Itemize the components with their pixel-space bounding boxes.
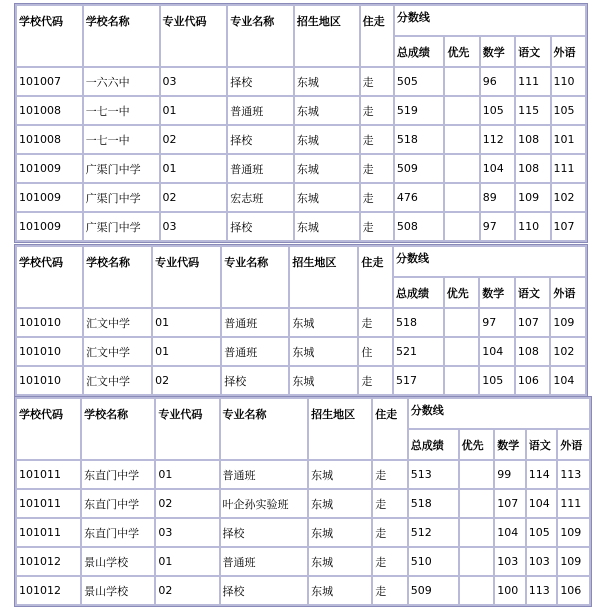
header-major-name: 专业名称	[228, 6, 293, 66]
cell-residence: 走	[361, 184, 393, 211]
header-chinese: 语文	[527, 430, 557, 459]
header-priority: 优先	[460, 430, 494, 459]
cell-total: 512	[409, 519, 458, 546]
cell-school-code: 101007	[17, 68, 82, 95]
cell-region: 东城	[290, 338, 357, 365]
cell-major-name: 普通班	[222, 338, 288, 365]
table-row	[17, 577, 589, 604]
cell-priority	[460, 519, 494, 546]
header-english: 外语	[551, 278, 585, 307]
cell-major-code: 02	[153, 367, 220, 394]
header-school-name: 学校名称	[84, 6, 159, 66]
cell-school-code: 101012	[17, 577, 80, 604]
cell-total: 518	[395, 126, 444, 153]
cell-school-name: 广渠门中学	[84, 155, 159, 182]
cell-priority	[445, 367, 479, 394]
cell-math: 99	[495, 461, 525, 488]
cell-priority	[445, 68, 478, 95]
header-total: 总成绩	[409, 430, 458, 459]
cell-chinese: 111	[516, 68, 549, 95]
header-math: 数学	[495, 430, 525, 459]
header-school-name: 学校名称	[84, 247, 151, 307]
cell-math: 104	[480, 338, 514, 365]
table-row	[17, 213, 585, 240]
table-row	[17, 519, 589, 546]
cell-school-name: 东直门中学	[82, 519, 154, 546]
cell-region: 东城	[309, 461, 371, 488]
cell-school-code: 101010	[17, 309, 82, 336]
header-region: 招生地区	[295, 6, 359, 66]
cell-school-name: 景山学校	[82, 548, 154, 575]
cell-region: 东城	[309, 548, 371, 575]
header-school-code: 学校代码	[17, 399, 80, 459]
cell-major-name: 择校	[221, 519, 308, 546]
header-priority: 优先	[445, 37, 478, 66]
cell-english: 102	[551, 338, 585, 365]
cell-school-name: 汇文中学	[84, 338, 151, 365]
cell-english: 107	[552, 213, 585, 240]
cell-priority	[460, 548, 494, 575]
cell-major-code: 03	[161, 213, 227, 240]
cell-priority	[445, 213, 478, 240]
cell-major-code: 01	[156, 548, 218, 575]
cell-chinese: 104	[527, 490, 557, 517]
cell-major-name: 择校	[228, 126, 293, 153]
cell-priority	[445, 126, 478, 153]
cell-school-name: 广渠门中学	[84, 184, 159, 211]
cell-english: 105	[552, 97, 585, 124]
cell-residence: 走	[361, 155, 393, 182]
cell-chinese: 115	[516, 97, 549, 124]
cell-chinese: 114	[527, 461, 557, 488]
cell-priority	[445, 309, 479, 336]
cell-school-code: 101010	[17, 338, 82, 365]
header-score-line: 分数线	[395, 6, 585, 35]
cell-major-code: 01	[153, 338, 220, 365]
table-row	[17, 338, 585, 365]
cell-residence: 走	[373, 548, 407, 575]
cell-math: 103	[495, 548, 525, 575]
cell-school-code: 101008	[17, 97, 82, 124]
cell-major-code: 01	[153, 309, 220, 336]
table-row	[17, 126, 585, 153]
cell-major-name: 择校	[221, 577, 308, 604]
cell-total: 505	[395, 68, 444, 95]
cell-residence: 走	[359, 309, 392, 336]
cell-chinese: 106	[516, 367, 550, 394]
cell-school-code: 101009	[17, 213, 82, 240]
table-row	[17, 309, 585, 336]
cell-math: 105	[480, 367, 514, 394]
cell-school-code: 101012	[17, 548, 80, 575]
header-school-code: 学校代码	[17, 247, 82, 307]
header-region: 招生地区	[290, 247, 357, 307]
table-row	[17, 367, 585, 394]
cell-english: 109	[558, 548, 589, 575]
table-1-body	[17, 68, 585, 240]
table-2-body	[17, 309, 585, 394]
cell-chinese: 108	[516, 126, 549, 153]
cell-total: 509	[409, 577, 458, 604]
header-residence: 住走	[373, 399, 407, 459]
cell-school-code: 101011	[17, 519, 80, 546]
cell-math: 97	[480, 309, 514, 336]
cell-chinese: 113	[527, 577, 557, 604]
header-school-code: 学校代码	[17, 6, 82, 66]
cell-chinese: 108	[516, 338, 550, 365]
cell-school-name: 东直门中学	[82, 461, 154, 488]
cell-residence: 走	[361, 126, 393, 153]
cell-region: 东城	[295, 184, 359, 211]
cell-math: 104	[481, 155, 514, 182]
cell-total: 521	[394, 338, 443, 365]
cell-school-name: 一七一中	[84, 97, 159, 124]
cell-major-name: 普通班	[221, 548, 308, 575]
cell-priority	[445, 184, 478, 211]
cell-english: 106	[558, 577, 589, 604]
cell-english: 109	[558, 519, 589, 546]
cell-residence: 走	[359, 367, 392, 394]
cell-major-code: 01	[156, 461, 218, 488]
score-table-3	[14, 396, 592, 607]
cell-school-name: 一六六中	[84, 68, 159, 95]
header-residence: 住走	[361, 6, 393, 66]
header-english: 外语	[552, 37, 585, 66]
table-row	[17, 97, 585, 124]
table-row	[17, 184, 585, 211]
header-major-code: 专业代码	[156, 399, 218, 459]
cell-major-name: 择校	[228, 213, 293, 240]
cell-priority	[445, 97, 478, 124]
cell-school-name: 一七一中	[84, 126, 159, 153]
cell-total: 509	[395, 155, 444, 182]
cell-residence: 走	[373, 519, 407, 546]
cell-math: 97	[481, 213, 514, 240]
cell-math: 105	[481, 97, 514, 124]
cell-school-code: 101010	[17, 367, 82, 394]
cell-math: 100	[495, 577, 525, 604]
cell-math: 112	[481, 126, 514, 153]
cell-priority	[445, 338, 479, 365]
cell-total: 476	[395, 184, 444, 211]
cell-chinese: 110	[516, 213, 549, 240]
cell-priority	[460, 461, 494, 488]
header-score-line: 分数线	[394, 247, 585, 276]
cell-major-code: 02	[161, 126, 227, 153]
header-english: 外语	[558, 430, 589, 459]
cell-total: 517	[394, 367, 443, 394]
cell-major-name: 叶企孙实验班	[221, 490, 308, 517]
header-major-code: 专业代码	[153, 247, 220, 307]
cell-school-code: 101008	[17, 126, 82, 153]
cell-total: 510	[409, 548, 458, 575]
header-major-name: 专业名称	[221, 399, 308, 459]
header-major-name: 专业名称	[222, 247, 288, 307]
cell-region: 东城	[295, 126, 359, 153]
cell-school-name: 景山学校	[82, 577, 154, 604]
header-total: 总成绩	[394, 278, 443, 307]
score-table-2	[14, 244, 588, 397]
header-chinese: 语文	[516, 37, 549, 66]
cell-school-code: 101009	[17, 184, 82, 211]
header-major-code: 专业代码	[161, 6, 227, 66]
cell-school-name: 汇文中学	[84, 309, 151, 336]
cell-major-name: 普通班	[221, 461, 308, 488]
cell-region: 东城	[295, 155, 359, 182]
cell-school-name: 广渠门中学	[84, 213, 159, 240]
score-table-1	[14, 3, 588, 243]
cell-major-code: 03	[156, 519, 218, 546]
cell-major-code: 03	[161, 68, 227, 95]
cell-school-code: 101011	[17, 461, 80, 488]
cell-region: 东城	[295, 97, 359, 124]
cell-school-code: 101011	[17, 490, 80, 517]
cell-major-name: 普通班	[228, 97, 293, 124]
cell-english: 102	[552, 184, 585, 211]
header-math: 数学	[480, 278, 514, 307]
cell-region: 东城	[309, 490, 371, 517]
cell-chinese: 108	[516, 155, 549, 182]
cell-residence: 走	[361, 97, 393, 124]
cell-chinese: 105	[527, 519, 557, 546]
cell-math: 89	[481, 184, 514, 211]
cell-english: 101	[552, 126, 585, 153]
table-row	[17, 490, 589, 517]
header-math: 数学	[481, 37, 514, 66]
cell-residence: 走	[361, 213, 393, 240]
cell-priority	[460, 577, 494, 604]
cell-school-name: 东直门中学	[82, 490, 154, 517]
cell-total: 518	[409, 490, 458, 517]
header-total: 总成绩	[395, 37, 444, 66]
header-chinese: 语文	[516, 278, 550, 307]
cell-english: 111	[552, 155, 585, 182]
cell-english: 111	[558, 490, 589, 517]
cell-math: 96	[481, 68, 514, 95]
table-row	[17, 155, 585, 182]
table-row	[17, 461, 589, 488]
cell-total: 508	[395, 213, 444, 240]
cell-major-name: 宏志班	[228, 184, 293, 211]
table-row	[17, 68, 585, 95]
cell-total: 519	[395, 97, 444, 124]
header-school-name: 学校名称	[82, 399, 154, 459]
cell-english: 104	[551, 367, 585, 394]
header-priority: 优先	[445, 278, 479, 307]
cell-total: 513	[409, 461, 458, 488]
cell-region: 东城	[295, 213, 359, 240]
cell-english: 113	[558, 461, 589, 488]
cell-math: 107	[495, 490, 525, 517]
header-region: 招生地区	[309, 399, 371, 459]
cell-major-code: 02	[161, 184, 227, 211]
cell-residence: 走	[361, 68, 393, 95]
cell-chinese: 107	[516, 309, 550, 336]
cell-major-name: 普通班	[222, 309, 288, 336]
cell-region: 东城	[295, 68, 359, 95]
cell-chinese: 109	[516, 184, 549, 211]
cell-residence: 走	[373, 461, 407, 488]
cell-residence: 住	[359, 338, 392, 365]
cell-region: 东城	[290, 309, 357, 336]
cell-priority	[445, 155, 478, 182]
cell-school-code: 101009	[17, 155, 82, 182]
cell-school-name: 汇文中学	[84, 367, 151, 394]
cell-region: 东城	[290, 367, 357, 394]
cell-major-name: 择校	[228, 68, 293, 95]
cell-english: 109	[551, 309, 585, 336]
cell-chinese: 103	[527, 548, 557, 575]
cell-english: 110	[552, 68, 585, 95]
cell-region: 东城	[309, 577, 371, 604]
cell-major-code: 01	[161, 97, 227, 124]
cell-residence: 走	[373, 490, 407, 517]
cell-priority	[460, 490, 494, 517]
table-3-body	[17, 461, 589, 604]
cell-major-code: 01	[161, 155, 227, 182]
header-residence: 住走	[359, 247, 392, 307]
cell-major-code: 02	[156, 577, 218, 604]
cell-total: 518	[394, 309, 443, 336]
cell-major-name: 择校	[222, 367, 288, 394]
cell-residence: 走	[373, 577, 407, 604]
cell-region: 东城	[309, 519, 371, 546]
header-score-line: 分数线	[409, 399, 589, 428]
cell-major-code: 02	[156, 490, 218, 517]
table-row	[17, 548, 589, 575]
cell-major-name: 普通班	[228, 155, 293, 182]
cell-math: 104	[495, 519, 525, 546]
